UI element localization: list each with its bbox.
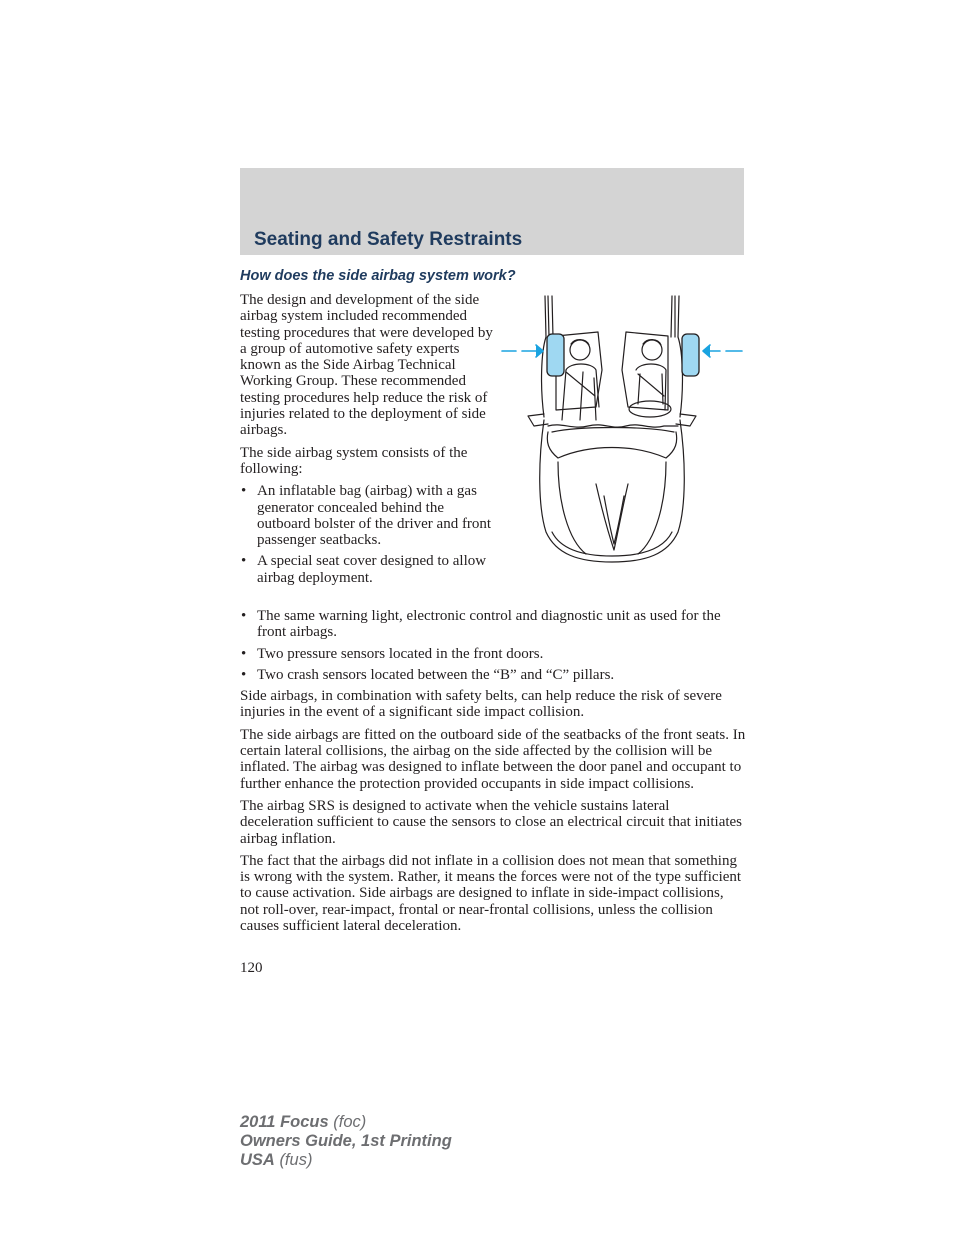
body-paragraph: The fact that the airbags did not inflate in a collision does not mean that something is wrong with the system. Rather, it means the forces were not of the type sufficient to cause activation. Side airbags are designed to inflate in side-impact collisions, not roll-over, rear-impact, frontal or near-frontal collisions, unless the collision causes sufficient lateral deceleration. [240, 852, 742, 935]
section-header-band [240, 168, 744, 255]
full-text-column [240, 608, 746, 940]
body-paragraph: The airbag SRS is designed to activate when the vehicle sustains lateral deceleration sufficient to cause the sensors to close an electrical circuit that initiates airbag inflation. [240, 797, 743, 847]
footer-model: 2011 Focus [240, 1113, 329, 1131]
subheading: How does the side airbag system work? [240, 268, 516, 284]
section-title: Seating and Safety Restraints [254, 229, 523, 250]
list-item: • Two pressure sensors located in the front doors. [240, 646, 746, 662]
footer-region-line [240, 1151, 452, 1170]
list-item: • The same warning light, electronic control and diagnostic unit as used for the front airbags. [240, 608, 746, 641]
footer-guide: Owners Guide, 1st Printing [240, 1132, 452, 1150]
intro-paragraph: The design and development of the side airbag system included recommended testing procedures that were developed by a group of automotive safety experts known as the Side Airbag Technical Working Group. These recommended testing procedures help reduce the risk of injuries related to the deployment of side airbags. [240, 292, 493, 439]
footer-model-line [240, 1113, 452, 1132]
footer [240, 1113, 452, 1170]
impact-arrow-icon [502, 345, 543, 357]
narrow-text-column [240, 292, 495, 591]
footer-region: USA [240, 1151, 275, 1169]
list-item: • An inflatable bag (airbag) with a gas generator concealed behind the outboard bolster of the driver and front passenger seatbacks. [240, 483, 495, 548]
body-paragraph: The side airbags are fitted on the outboard side of the seatbacks of the front seats. In certain lateral collisions, the airbag on the side affected by the collision will be inflated. The airbag was designed to inflate between the door panel and occupant to further enhance the protection provided occupants in side impact collisions. [240, 726, 746, 792]
footer-region-code: (fus) [279, 1151, 313, 1169]
component-list-narrow [240, 483, 495, 586]
impact-arrow-icon [703, 345, 742, 357]
car-top-view-illustration [500, 292, 746, 574]
body-paragraph: Side airbags, in combination with safety belts, can help reduce the risk of severe injuries in the event of a significant side impact collision. [240, 688, 722, 721]
page-number: 120 [240, 960, 263, 976]
component-list-wide [240, 608, 746, 683]
list-item: • A special seat cover designed to allow airbag deployment. [240, 553, 495, 586]
list-item: • Two crash sensors located between the “B” and “C” pillars. [240, 667, 746, 683]
intro-paragraph: The side airbag system consists of the following: [240, 444, 468, 477]
footer-model-code: (foc) [333, 1113, 367, 1131]
side-airbag-icon [547, 334, 564, 376]
side-airbag-icon [682, 334, 699, 376]
